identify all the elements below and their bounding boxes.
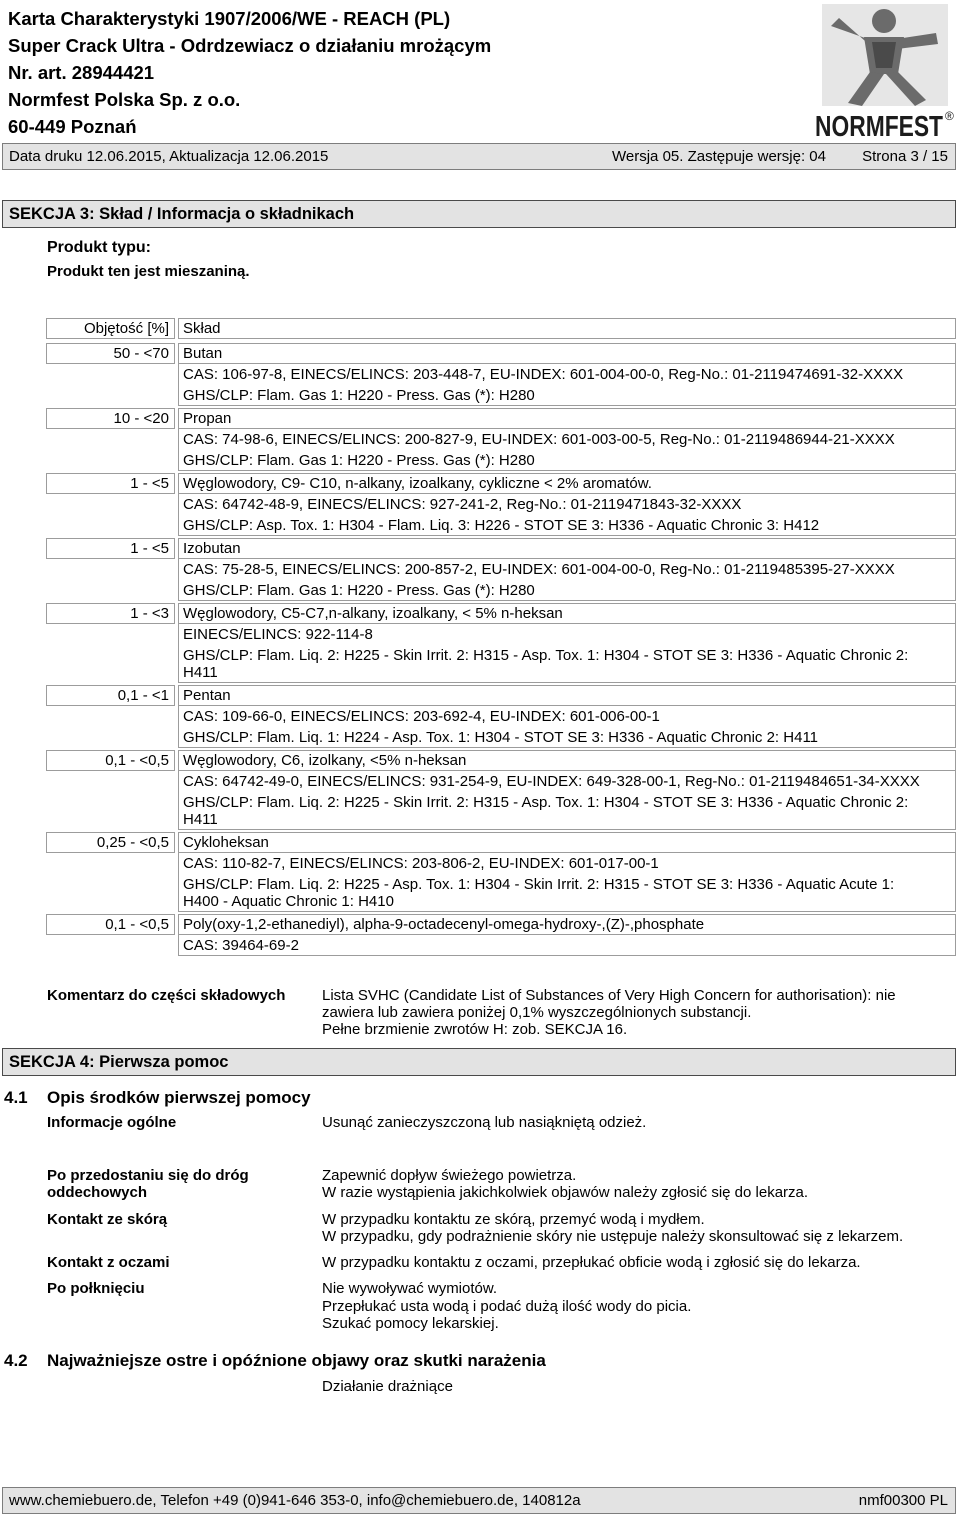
substance-classification: GHS/CLP: Asp. Tox. 1: H304 - Flam. Liq. 3: H226 - STOT SE 3: H336 - Aquatic Chronic 3: H412 <box>183 517 820 534</box>
first-aid-line: W przypadku, gdy podrażnienie skóry nie ustępuje należy skonsultować się z lekarzem. <box>322 1228 904 1245</box>
substance-identifiers: CAS: 39464-69-2 <box>183 937 299 954</box>
substance-details <box>178 624 956 683</box>
composition-row <box>46 603 956 683</box>
volume-range: 0,1 - <0,5 <box>46 750 175 771</box>
row-first-line <box>46 603 956 624</box>
first-aid-text-general <box>322 1114 646 1131</box>
company-name: Normfest Polska Sp. z o.o. <box>8 89 241 110</box>
volume-range: 50 - <70 <box>46 343 175 364</box>
first-aid-text-skin <box>322 1211 903 1245</box>
first-aid-text-inhalation <box>322 1167 808 1201</box>
composition-row <box>46 832 956 912</box>
substance-classification: GHS/CLP: Flam. Gas 1: H220 - Press. Gas (*): H280 <box>183 452 535 469</box>
document-header <box>8 5 491 140</box>
component-comment-label: Komentarz do części składowych <box>47 987 286 1004</box>
first-aid-label-ingestion: Po połknięciu <box>47 1280 145 1297</box>
first-aid-label-inhalation: Po przedostaniu się do dróg oddechowych <box>47 1167 249 1201</box>
substance-identifiers: CAS: 106-97-8, EINECS/ELINCS: 203-448-7, EU-INDEX: 601-004-00-0, Reg-No.: 01-2119474691-32-XXXX <box>183 366 904 383</box>
substance-details <box>178 935 956 956</box>
substance-classification: GHS/CLP: Flam. Liq. 2: H225 - Skin Irrit. 2: H315 - Asp. Tox. 1: H304 - STOT SE 3: H336 - Aquatic Chronic 2: H411 <box>183 794 909 828</box>
first-aid-label-eyes: Kontakt z oczami <box>47 1254 170 1271</box>
subsection-4-2-number: 4.2 <box>4 1351 28 1370</box>
substance-identifiers: CAS: 109-66-0, EINECS/ELINCS: 203-692-4, EU-INDEX: 601-006-00-1 <box>183 708 660 725</box>
svhc-note: Lista SVHC (Candidate List of Substances of Very High Concern for authorisation): nie zawiera lub zawiera poniżej 0,1% wyszczególnionych substancji. <box>322 987 896 1021</box>
product-type-label: Produkt typu: <box>47 239 151 256</box>
volume-range: 0,25 - <0,5 <box>46 832 175 853</box>
substance-classification: GHS/CLP: Flam. Gas 1: H220 - Press. Gas (*): H280 <box>183 387 535 404</box>
first-aid-line: W przypadku kontaktu z oczami, przepłukać obficie wodą i zgłosić się do lekarza. <box>322 1254 861 1271</box>
substance-identifiers: EINECS/ELINCS: 922-114-8 <box>183 626 373 643</box>
volume-range: 1 - <5 <box>46 473 175 494</box>
row-first-line <box>46 832 956 853</box>
page-number: Strona 3 / 15 <box>862 148 948 165</box>
first-aid-label-general: Informacje ogólne <box>47 1114 177 1131</box>
page-footer <box>2 1487 956 1514</box>
substance-identifiers: CAS: 74-98-6, EINECS/ELINCS: 200-827-9, EU-INDEX: 601-003-00-5, Reg-No.: 01-2119486944-21-XXXX <box>183 431 895 448</box>
substance-name: Węglowodory, C5-C7,n-alkany, izoalkany, < 5% n-heksan <box>178 603 956 624</box>
row-first-line <box>46 685 956 706</box>
volume-range: 10 - <20 <box>46 408 175 429</box>
table-header-row <box>46 318 956 339</box>
first-aid-label-skin: Kontakt ze skórą <box>47 1211 168 1228</box>
substance-classification: GHS/CLP: Flam. Liq. 1: H224 - Asp. Tox. 1: H304 - STOT SE 3: H336 - Aquatic Chronic 2: H411 <box>183 729 819 746</box>
subsection-4-2-title: Najważniejsze ostre i opóźnione objawy oraz skutki narażenia <box>47 1351 546 1370</box>
volume-range: 0,1 - <1 <box>46 685 175 706</box>
row-first-line <box>46 473 956 494</box>
substance-classification: GHS/CLP: Flam. Liq. 2: H225 - Skin Irrit. 2: H315 - Asp. Tox. 1: H304 - STOT SE 3: H336 - Aquatic Chronic 2: H411 <box>183 647 909 681</box>
substance-details <box>178 771 956 830</box>
substance-details <box>178 706 956 748</box>
section-3-heading: SEKCJA 3: Skład / Informacja o składnikach <box>2 200 956 228</box>
composition-row <box>46 685 956 748</box>
volume-range: 1 - <5 <box>46 538 175 559</box>
substance-name: Propan <box>178 408 956 429</box>
print-info-bar <box>2 143 956 170</box>
product-type-value: Produkt ten jest mieszaniną. <box>47 263 250 280</box>
symptoms-text: Działanie drażniące <box>322 1378 453 1395</box>
subsection-4-1-number: 4.1 <box>4 1088 28 1107</box>
row-first-line <box>46 408 956 429</box>
composition-row <box>46 408 956 471</box>
substance-name: Poly(oxy-1,2-ethanediyl), alpha-9-octadecenyl-omega-hydroxy-,(Z)-,phosphate <box>178 914 956 935</box>
volume-range: 0,1 - <0,5 <box>46 914 175 935</box>
composition-row <box>46 538 956 601</box>
subsection-4-1-title: Opis środków pierwszej pomocy <box>47 1088 311 1107</box>
version-info: Wersja 05. Zastępuje wersję: 04 <box>612 148 826 165</box>
registered-mark: ® <box>945 109 954 123</box>
substance-identifiers: CAS: 110-82-7, EINECS/ELINCS: 203-806-2, EU-INDEX: 601-017-00-1 <box>183 855 659 872</box>
column-header-volume: Objętość [%] <box>46 318 175 339</box>
row-first-line <box>46 750 956 771</box>
row-first-line <box>46 538 956 559</box>
substance-classification: GHS/CLP: Flam. Liq. 2: H225 - Asp. Tox. 1: H304 - Skin Irrit. 2: H315 - STOT SE 3: H336 - Aquatic Acute 1: H400 - Aquatic Chronic 1: H410 <box>183 876 895 910</box>
composition-row <box>46 473 956 536</box>
row-first-line <box>46 914 956 935</box>
print-and-update-date: Data druku 12.06.2015, Aktualizacja 12.06.2015 <box>9 148 329 165</box>
substance-name: Węglowodory, C9- C10, n-alkany, izoalkany, cykliczne < 2% aromatów. <box>178 473 956 494</box>
first-aid-line: Zapewnić dopływ świeżego powietrza. <box>322 1167 577 1184</box>
document-code: nmf00300 PL <box>858 1492 948 1509</box>
first-aid-text-ingestion <box>322 1280 691 1333</box>
composition-row <box>46 914 956 956</box>
product-name: Super Crack Ultra - Odrdzewiacz o działaniu mrożącym <box>8 35 492 56</box>
substance-name: Izobutan <box>178 538 956 559</box>
document-title: Karta Charakterystyki 1907/2006/WE - REACH (PL) <box>8 8 451 29</box>
footer-contact: www.chemiebuero.de, Telefon +49 (0)941-646 353-0, info@chemiebuero.de, 140812a <box>9 1492 581 1509</box>
substance-classification: GHS/CLP: Flam. Gas 1: H220 - Press. Gas (*): H280 <box>183 582 535 599</box>
section-4-heading: SEKCJA 4: Pierwsza pomoc <box>2 1048 956 1076</box>
substance-name: Pentan <box>178 685 956 706</box>
substance-identifiers: CAS: 75-28-5, EINECS/ELINCS: 200-857-2, EU-INDEX: 601-004-00-0, Reg-No.: 01-2119485395-27-XXXX <box>183 561 895 578</box>
substance-details <box>178 494 956 536</box>
volume-range: 1 - <3 <box>46 603 175 624</box>
substance-name: Butan <box>178 343 956 364</box>
substance-identifiers: CAS: 64742-48-9, EINECS/ELINCS: 927-241-2, Reg-No.: 01-2119471843-32-XXXX <box>183 496 742 513</box>
substance-details <box>178 853 956 912</box>
substance-identifiers: CAS: 64742-49-0, EINECS/ELINCS: 931-254-9, EU-INDEX: 649-328-00-1, Reg-No.: 01-2119484651-34-XXXX <box>183 773 920 790</box>
substance-name: Cykloheksan <box>178 832 956 853</box>
first-aid-line: Szukać pomocy lekarskiej. <box>322 1315 499 1332</box>
first-aid-text-eyes <box>322 1254 861 1271</box>
composition-table <box>46 318 956 958</box>
row-first-line <box>46 343 956 364</box>
first-aid-line: W przypadku kontaktu ze skórą, przemyć wodą i mydłem. <box>322 1211 705 1228</box>
substance-details <box>178 429 956 471</box>
composition-row <box>46 750 956 830</box>
substance-details <box>178 559 956 601</box>
composition-row <box>46 343 956 406</box>
substance-details <box>178 364 956 406</box>
article-number: Nr. art. 28944421 <box>8 62 155 83</box>
company-city: 60-449 Poznań <box>8 116 137 137</box>
first-aid-line: Usunąć zanieczyszczoną lub nasiąkniętą odzież. <box>322 1114 647 1131</box>
normfest-logo <box>812 2 958 140</box>
first-aid-line: W razie wystąpienia jakichkolwiek objawów należy zgłosić się do lekarza. <box>322 1184 809 1201</box>
logo-wordmark: NORMFEST <box>815 111 944 140</box>
component-comment-text <box>322 987 922 1038</box>
column-header-composition: Skład <box>178 318 956 339</box>
first-aid-line: Nie wywoływać wymiotów. <box>322 1280 498 1297</box>
first-aid-line: Przepłukać usta wodą i podać dużą ilość wody do picia. <box>322 1297 692 1315</box>
h-phrases-note: Pełne brzmienie zwrotów H: zob. SEKCJA 16. <box>322 1021 628 1038</box>
substance-name: Węglowodory, C6, izolkany, <5% n-heksan <box>178 750 956 771</box>
